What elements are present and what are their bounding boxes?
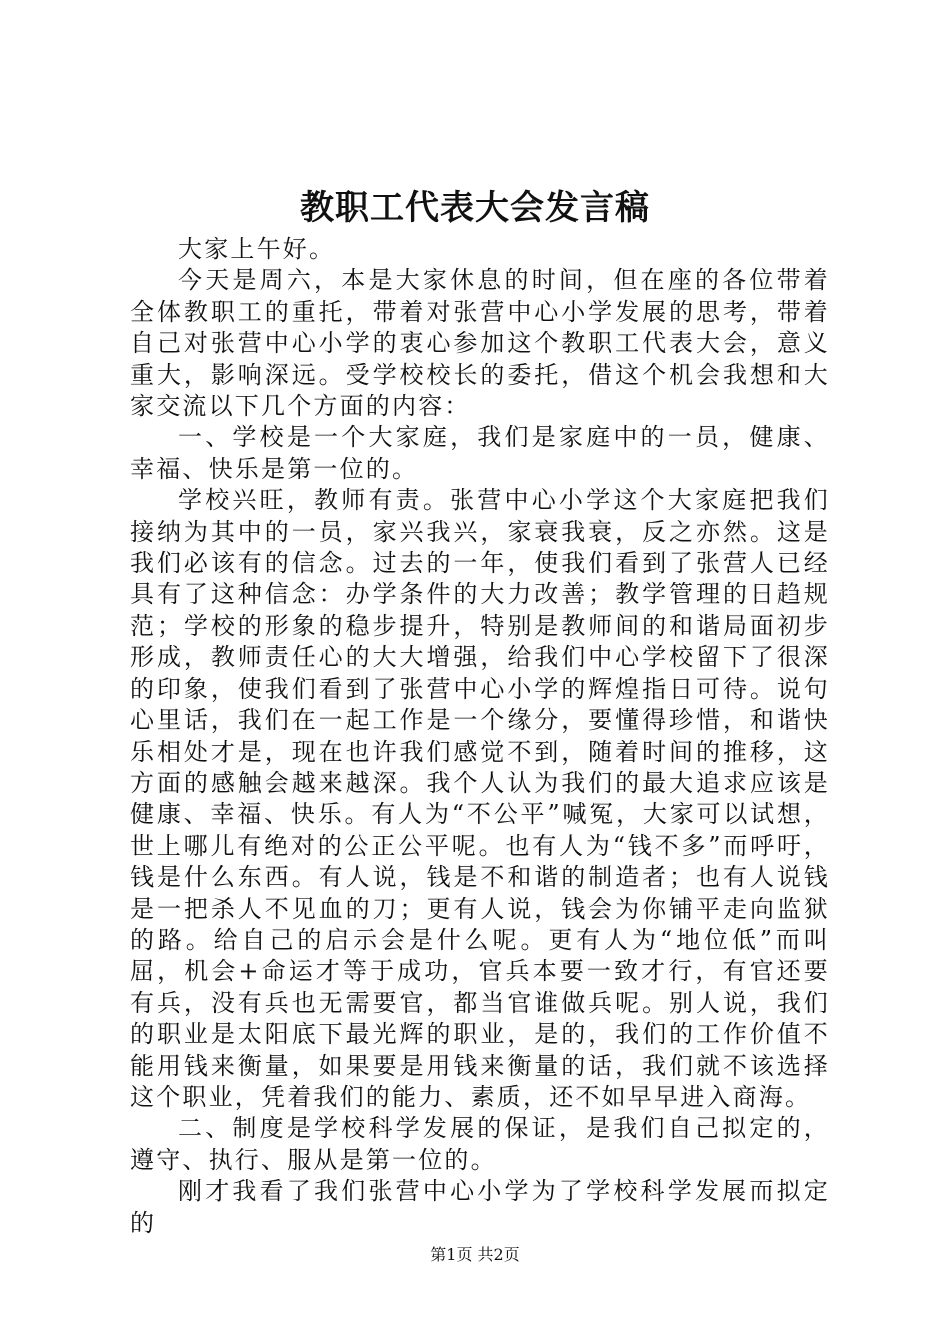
paragraph-greeting: 大家上午好。 <box>178 235 336 263</box>
document-title: 教职工代表大会发言稿 <box>300 188 650 228</box>
paragraph-section-1-heading: 一、学校是一个大家庭，我们是家庭中的一员，健康、幸福、快乐是第一位的。 <box>130 423 830 483</box>
paragraph-section-2-body: 刚才我看了我们张营中心小学为了学校科学发展而拟定的 <box>130 1177 830 1237</box>
page-number-footer: 第1页 共2页 <box>430 1245 520 1264</box>
paragraph-intro: 今天是周六，本是大家休息的时间，但在座的各位带着全体教职工的重托，带着对张营中心小学发展的思考，带着自己对张营中心小学的衷心参加这个教职工代表大会，意义重大，影响深远。受学校校长的委托，借这个机会我想和大家交流以下几个方面的内容： <box>130 266 830 421</box>
paragraph-section-1-body: 学校兴旺，教师有责。张营中心小学这个大家庭把我们接纳为其中的一员，家兴我兴，家衰我衰，反之亦然。这是我们必该有的信念。过去的一年，使我们看到了张营人已经具有了这种信念：办学条件的大力改善；教学管理的日趋规范；学校的形象的稳步提升，特别是教师间的和谐局面初步形成，教师责任心的大大增强，给我们中心学校留下了很深的印象，使我们看到了张营中心小学的辉煌指日可待。说句心里话，我们在一起工作是一个缘分，要懂得珍惜，和谐快乐相处才是，现在也许我们感觉不到，随着时间的推移，这方面的感触会越来越深。我个人认为我们的最大追求应该是健康、幸福、快乐。有人为“不公平”喊冤，大家可以试想，世上哪儿有绝对的公正公平呢。也有人为“钱不多”而呼吁，钱是什么东西。有人说，钱是不和谐的制造者；也有人说钱是一把杀人不见血的刀；更有人说，钱会为你铺平走向监狱的路。给自己的启示会是什么呢。更有人为“地位低”而叫屈，机会+命运才等于成功，官兵本要一致才行，有官还要有兵，没有兵也无需要官，都当官谁做兵呢。别人说，我们的职业是太阳底下最光辉的职业，是的，我们的工作价值不能用钱来衡量，如果要是用钱来衡量的话，我们就不该选择这个职业，凭着我们的能力、素质，还不如早早进入商海。 <box>130 486 830 1111</box>
paragraph-section-2-heading: 二、制度是学校科学发展的保证，是我们自己拟定的，遵守、执行、服从是第一位的。 <box>130 1114 830 1174</box>
document-body <box>130 234 830 1239</box>
